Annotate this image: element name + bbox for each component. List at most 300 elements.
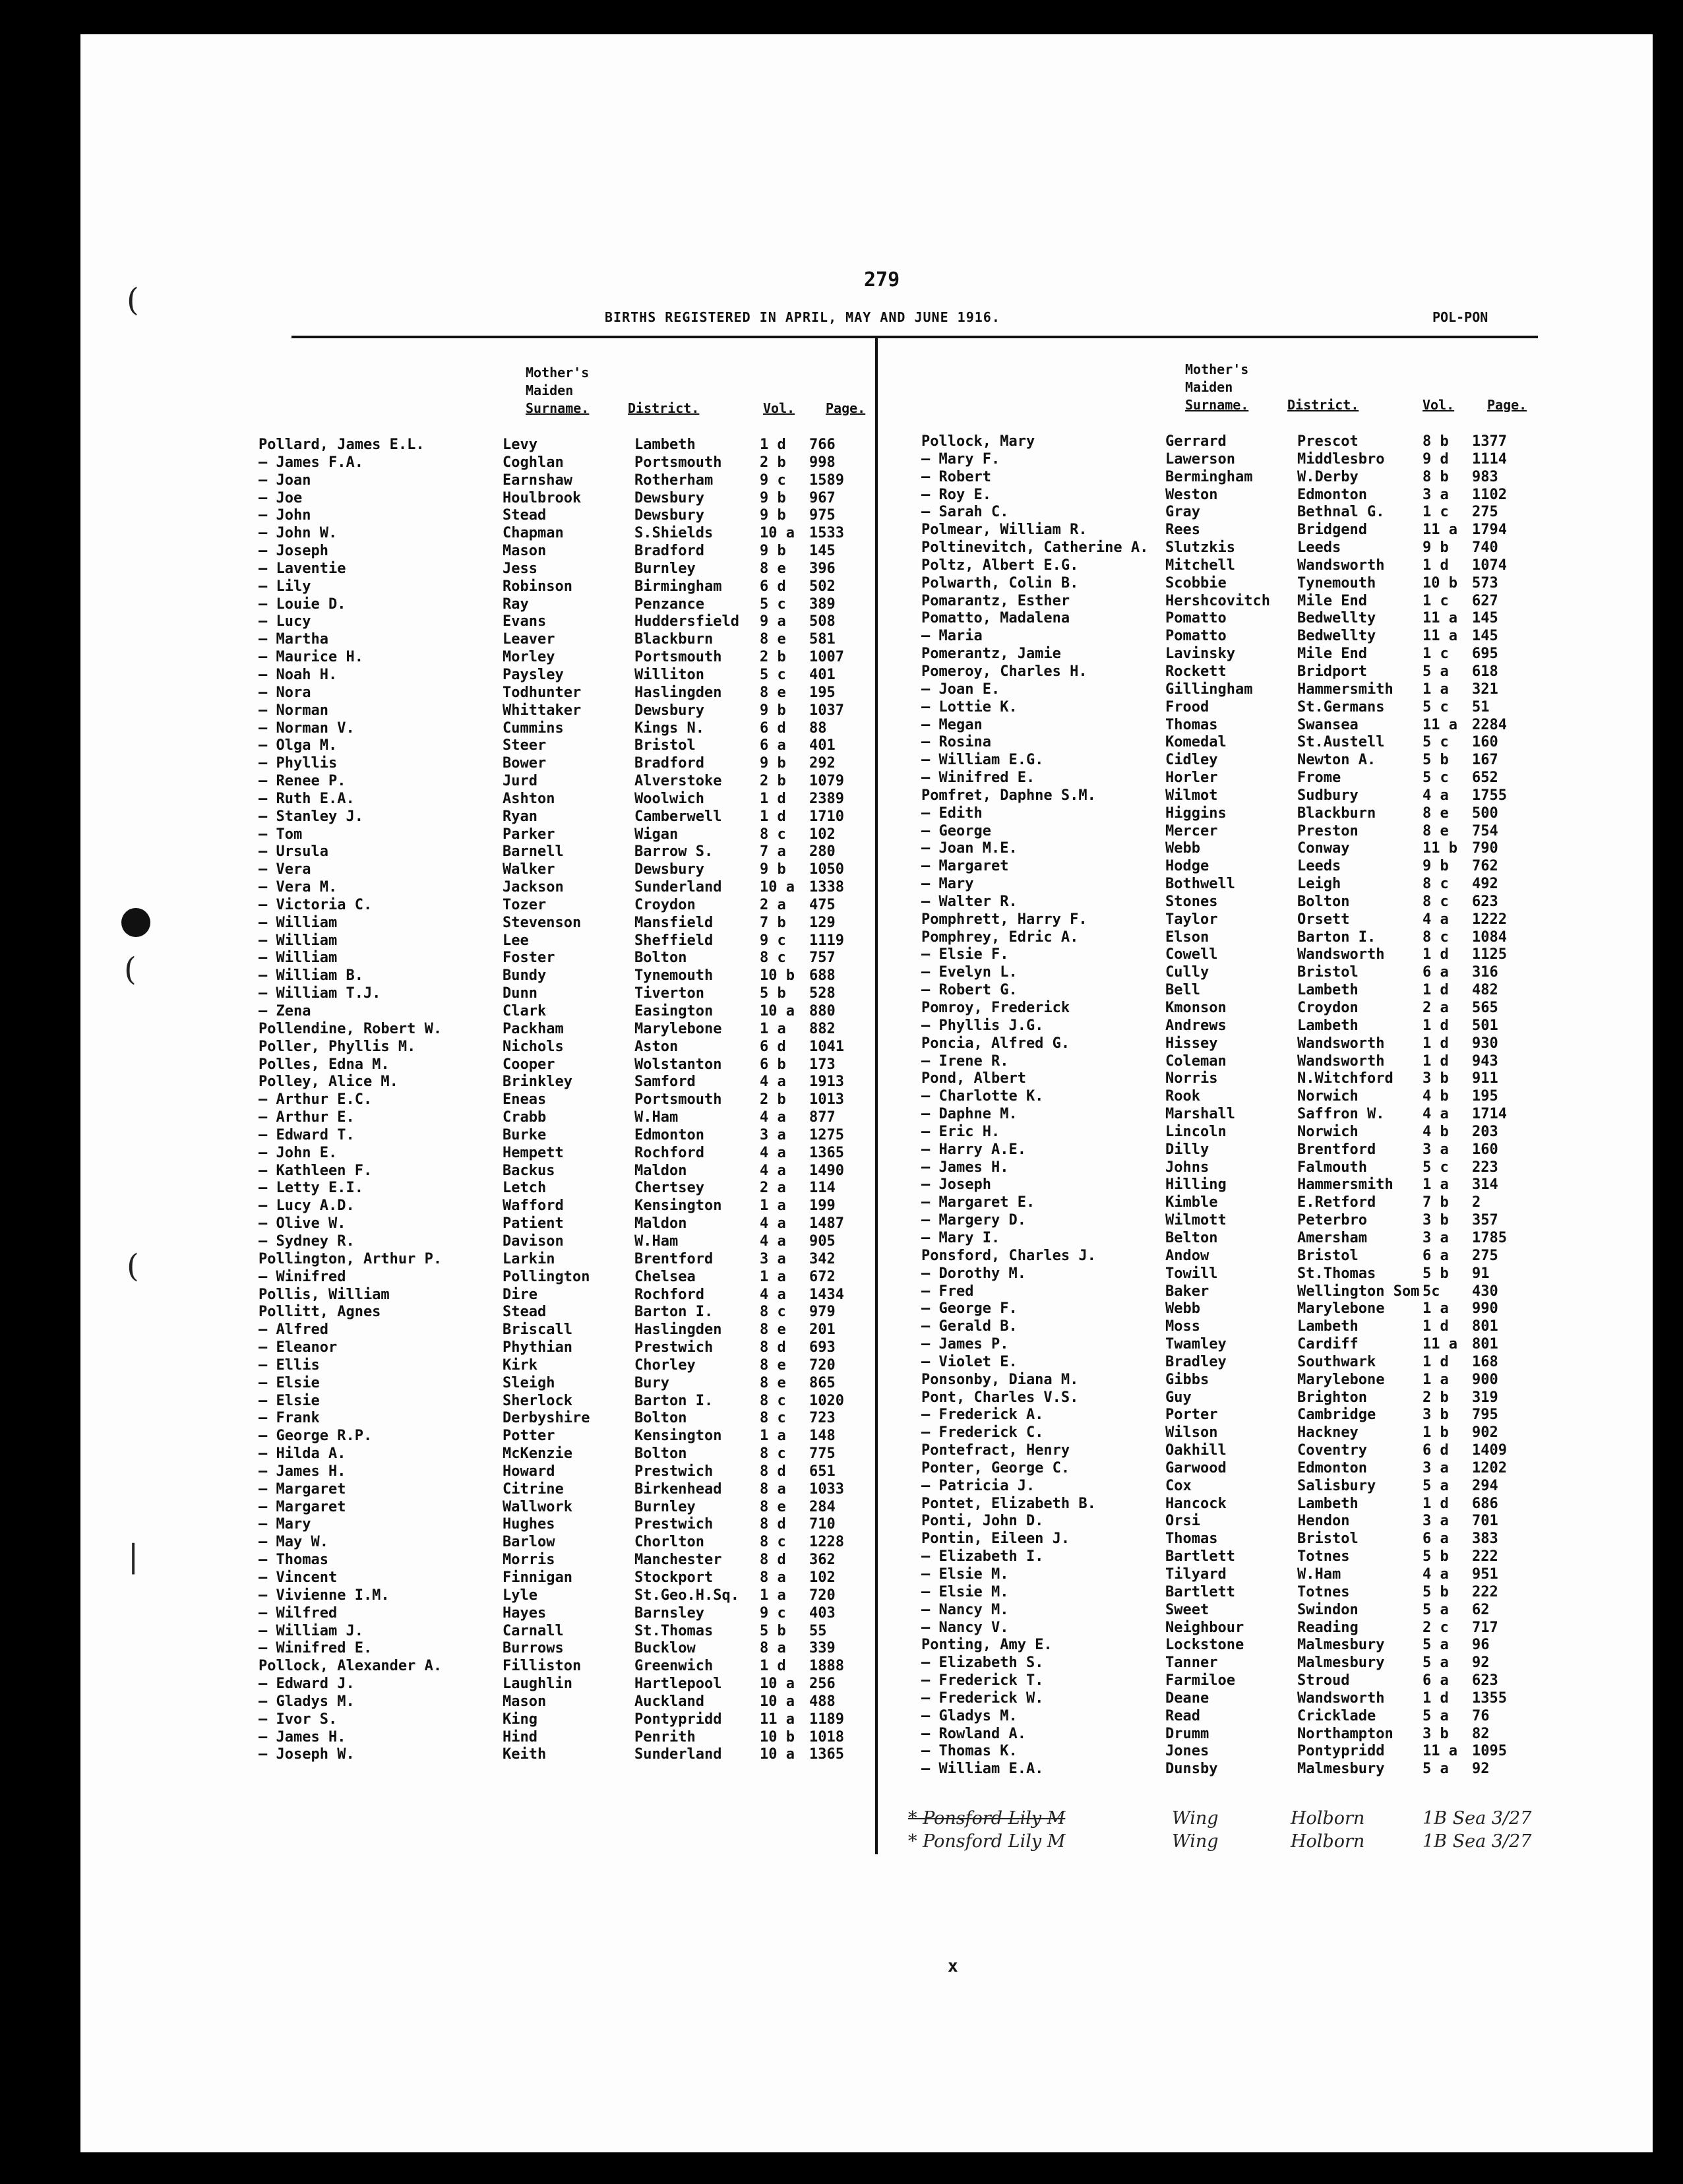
entry-page: 223 — [1472, 1159, 1498, 1176]
entry-volume: 10 a — [760, 1746, 795, 1763]
entry-name: — Elsie M. — [921, 1583, 1009, 1600]
entry-name: — Rosina — [921, 734, 991, 751]
entry-name: — Margaret — [921, 858, 1009, 875]
entry-district: Cardiff — [1297, 1336, 1359, 1353]
entry-name: — Joseph — [921, 1176, 991, 1194]
entry-maiden-surname: Wilmot — [1165, 787, 1218, 804]
entry-volume: 2 b — [760, 454, 786, 471]
entry-volume: 1 d — [1423, 1495, 1449, 1512]
entry-name: — George F. — [921, 1300, 1018, 1318]
entry-name: — Violet E. — [921, 1353, 1018, 1370]
entry-volume: 11 a — [1423, 628, 1457, 645]
entry-maiden-surname: Gillingham — [1165, 681, 1253, 698]
entry-district: Preston — [1297, 822, 1359, 839]
entry-maiden-surname: Barnell — [503, 843, 564, 861]
entry-district: Brighton — [1297, 1389, 1367, 1406]
entry-maiden-surname: Wilmott — [1165, 1212, 1227, 1229]
entry-page: 1125 — [1472, 946, 1507, 963]
entry-name: — Elsie F. — [921, 946, 1009, 963]
entry-volume: 10 a — [760, 1693, 795, 1710]
entry-name: — Margaret — [259, 1480, 346, 1498]
entry-maiden-surname: Tanner — [1165, 1654, 1218, 1672]
entry-district: Barton I. — [634, 1304, 714, 1321]
entry-name: — Tom — [259, 826, 303, 843]
entry-name: — Frederick T. — [921, 1672, 1044, 1689]
entry-name: — Ivor S. — [259, 1711, 338, 1728]
entry-volume: 6 a — [1423, 964, 1449, 981]
entry-page: 686 — [1472, 1495, 1498, 1512]
entry-volume: 11 b — [1423, 840, 1457, 857]
entry-volume: 10 a — [760, 525, 795, 542]
entry-name: — Olga M. — [259, 737, 338, 754]
entry-volume: 1 d — [1423, 557, 1449, 574]
entry-name: Pontet, Elizabeth B. — [921, 1495, 1096, 1512]
entry-name: Pont, Charles V.S. — [921, 1389, 1079, 1406]
entry-district: Dewsbury — [634, 861, 704, 878]
entry-page: 652 — [1472, 770, 1498, 787]
entry-name: — Thomas K. — [921, 1743, 1018, 1760]
entry-maiden-surname: Ashton — [503, 790, 555, 807]
entry-maiden-surname: Rockett — [1165, 663, 1227, 680]
entry-page: 339 — [809, 1640, 836, 1657]
entry-maiden-surname: Cowell — [1165, 946, 1218, 963]
entry-maiden-surname: Filliston — [503, 1658, 582, 1675]
entry-page: 877 — [809, 1109, 836, 1126]
entry-name: — Hilda A. — [259, 1445, 346, 1463]
entry-district: W.Ham — [1297, 1566, 1341, 1583]
entry-page: 623 — [1472, 893, 1498, 910]
entry-name: — Arthur E.C. — [259, 1091, 373, 1108]
entry-name: Pontefract, Henry — [921, 1442, 1070, 1459]
entry-page: 321 — [1472, 681, 1498, 698]
entry-page: 1755 — [1472, 787, 1507, 804]
entry-page: 403 — [809, 1604, 836, 1622]
entry-name: — Edward J. — [259, 1676, 355, 1693]
entry-district: Dewsbury — [634, 702, 704, 719]
entry-name: — Joseph W. — [259, 1746, 355, 1763]
entry-district: Pontypridd — [634, 1711, 722, 1728]
entry-maiden-surname: Pollington — [503, 1268, 590, 1285]
entry-page: 76 — [1472, 1707, 1490, 1724]
entry-name: — William B. — [259, 967, 363, 985]
entry-volume: 6 d — [760, 1038, 786, 1055]
entry-district: Camberwell — [634, 808, 722, 825]
entry-maiden-surname: Steer — [503, 737, 547, 754]
entry-name: — Vera — [259, 861, 311, 878]
vol-header-left: Vol. — [763, 400, 795, 416]
entry-page: 488 — [809, 1693, 836, 1710]
entry-name: Poller, Phyllis M. — [259, 1038, 416, 1055]
entry-district: Frome — [1297, 770, 1341, 787]
entry-maiden-surname: McKenzie — [503, 1445, 572, 1463]
entry-district: Greenwich — [634, 1658, 714, 1675]
entry-page: 720 — [809, 1587, 836, 1604]
entry-page: 723 — [809, 1410, 836, 1427]
maiden-header-line: Surname. — [1185, 397, 1249, 413]
entry-maiden-surname: Briscall — [503, 1321, 572, 1339]
entry-maiden-surname: Houlbrook — [503, 489, 582, 506]
entry-name: — Eleanor — [259, 1339, 338, 1356]
entry-volume: 8 d — [760, 1516, 786, 1533]
entry-district: Bethnal G. — [1297, 504, 1385, 521]
entry-page: 979 — [809, 1304, 836, 1321]
entry-maiden-surname: Norris — [1165, 1070, 1218, 1087]
entry-name: — Mary I. — [921, 1229, 1000, 1246]
entry-name: — James F.A. — [259, 454, 363, 471]
entry-district: Huddersfield — [634, 613, 739, 630]
entry-district: Portsmouth — [634, 454, 722, 471]
entry-district: Conway — [1297, 840, 1350, 857]
entry-page: 342 — [809, 1250, 836, 1267]
entry-name: — Louie D. — [259, 595, 346, 613]
entry-district: Prestwich — [634, 1516, 714, 1533]
entry-district: Burnley — [634, 560, 696, 577]
entry-district: Alverstoke — [634, 773, 722, 790]
entry-name: — James H. — [921, 1159, 1009, 1176]
entry-name: — Lucy A.D. — [259, 1198, 355, 1215]
entry-name: — Robert G. — [921, 982, 1018, 999]
entry-maiden-surname: Webb — [1165, 1300, 1200, 1318]
entry-page: 695 — [1472, 646, 1498, 663]
entry-district: W.Derby — [1297, 468, 1359, 485]
entry-page: 1074 — [1472, 557, 1507, 574]
entry-volume: 1 d — [760, 808, 786, 825]
entry-volume: 1 d — [1423, 1353, 1449, 1370]
entry-volume: 8 e — [760, 684, 786, 701]
entry-volume: 5 b — [1423, 1265, 1449, 1282]
entry-page: 145 — [1472, 628, 1498, 645]
entry-district: Amersham — [1297, 1229, 1367, 1246]
entry-maiden-surname: Rook — [1165, 1088, 1200, 1105]
entry-district: Chorlton — [634, 1534, 704, 1551]
entry-volume: 2 a — [760, 896, 786, 913]
entry-page: 256 — [809, 1676, 836, 1693]
entry-page: 693 — [809, 1339, 836, 1356]
entry-maiden-surname: Kirk — [503, 1356, 537, 1374]
entry-district: Lambeth — [634, 437, 696, 453]
entry-volume: 10 b — [760, 967, 795, 985]
entry-volume: 6 a — [760, 737, 786, 754]
entry-district: Manchester — [634, 1552, 722, 1569]
entry-name: Ponter, George C. — [921, 1459, 1070, 1476]
entry-page: 1079 — [809, 773, 844, 790]
entry-maiden-surname: Citrine — [503, 1480, 564, 1498]
maiden-header-line: Mother's — [1185, 361, 1249, 377]
entry-volume: 5 b — [760, 1622, 786, 1639]
entry-page: 983 — [1472, 468, 1498, 485]
entry-district: Swansea — [1297, 716, 1359, 733]
entry-volume: 6 a — [1423, 1247, 1449, 1264]
entry-maiden-surname: Earnshaw — [503, 471, 572, 489]
entry-page: 880 — [809, 1003, 836, 1019]
entry-page: 757 — [809, 950, 836, 967]
entry-volume: 1 d — [1423, 1017, 1449, 1034]
entry-volume: 4 a — [760, 1109, 786, 1126]
entry-page: 1095 — [1472, 1743, 1507, 1760]
entry-district: Bolton — [634, 950, 687, 967]
entry-page: 1490 — [809, 1162, 844, 1179]
entry-page: 1102 — [1472, 486, 1507, 503]
entry-district: Bridgend — [1297, 522, 1367, 539]
entry-maiden-surname: Stones — [1165, 893, 1218, 910]
entry-name: Pollock, Mary — [921, 433, 1035, 450]
entry-volume: 1 c — [1423, 592, 1449, 609]
entry-maiden-surname: Cox — [1165, 1477, 1192, 1494]
entry-maiden-surname: Hughes — [503, 1516, 555, 1533]
entry-maiden-surname: Morris — [503, 1552, 555, 1569]
entry-maiden-surname: Lavinsky — [1165, 646, 1235, 663]
entry-volume: 8 e — [1423, 822, 1449, 839]
entry-page: 951 — [1472, 1566, 1498, 1583]
entry-name: — Elsie — [259, 1392, 320, 1409]
entry-volume: 9 a — [760, 613, 786, 630]
entry-maiden-surname: Keith — [503, 1746, 547, 1763]
entry-page: 766 — [809, 437, 836, 453]
entry-name: Pond, Albert — [921, 1070, 1026, 1087]
entry-name: Polles, Edna M. — [259, 1056, 390, 1073]
entry-volume: 3 b — [1423, 1212, 1449, 1229]
entry-name: Ponsford, Charles J. — [921, 1247, 1096, 1264]
entry-page: 943 — [1472, 1052, 1498, 1070]
entry-district: Newton A. — [1297, 752, 1376, 769]
entry-page: 1007 — [809, 649, 844, 666]
entry-maiden-surname: Wilson — [1165, 1424, 1218, 1441]
entry-district: Croydon — [634, 896, 696, 913]
entry-volume: 8 c — [760, 1304, 786, 1321]
entry-district: Auckland — [634, 1693, 704, 1710]
page-header-right: Page. — [1487, 397, 1527, 413]
entry-volume: 10 b — [1423, 574, 1457, 592]
entry-district: St.Geo.H.Sq. — [634, 1587, 739, 1604]
entry-volume: 5 c — [760, 595, 786, 613]
entry-page: 114 — [809, 1180, 836, 1197]
entry-page: 62 — [1472, 1601, 1490, 1618]
entry-district: Edmonton — [634, 1126, 704, 1143]
entry-maiden-surname: Jones — [1165, 1743, 1209, 1760]
entry-page: 88 — [809, 719, 827, 737]
entry-page: 1365 — [809, 1746, 844, 1763]
entry-district: Easington — [634, 1003, 714, 1019]
entry-name: — William E.A. — [921, 1761, 1044, 1778]
entry-maiden-surname: Robinson — [503, 578, 572, 595]
entry-volume: 8 c — [760, 1445, 786, 1463]
entry-district: Hendon — [1297, 1513, 1350, 1530]
entry-maiden-surname: Lyle — [503, 1587, 537, 1604]
entry-page: 1365 — [809, 1144, 844, 1161]
entry-page: 900 — [1472, 1371, 1498, 1388]
entry-page: 195 — [809, 684, 836, 701]
entry-volume: 4 a — [1423, 787, 1449, 804]
entry-maiden-surname: Rees — [1165, 522, 1200, 539]
entry-maiden-surname: Eneas — [503, 1091, 547, 1108]
entry-name: — Maria — [921, 628, 983, 645]
entry-name: — Joe — [259, 489, 303, 506]
entry-name: — Patricia J. — [921, 1477, 1035, 1494]
entry-name: — Evelyn L. — [921, 964, 1018, 981]
entry-district: Birmingham — [634, 578, 722, 595]
entry-volume: 7 b — [1423, 1194, 1449, 1211]
entry-page: 1533 — [809, 525, 844, 542]
entry-name: Poltinevitch, Catherine A. — [921, 539, 1149, 557]
entry-volume: 4 a — [760, 1215, 786, 1232]
entry-page: 145 — [809, 543, 836, 560]
entry-page: 173 — [809, 1056, 836, 1073]
entry-name: — Elizabeth I. — [921, 1548, 1044, 1565]
entry-page: 1434 — [809, 1286, 844, 1303]
entry-page: 1355 — [1472, 1689, 1507, 1707]
entry-name: — Charlotte K. — [921, 1088, 1044, 1105]
entry-maiden-surname: Wallwork — [503, 1498, 572, 1515]
entry-name: — Edward T. — [259, 1126, 355, 1143]
entry-page: 280 — [809, 843, 836, 861]
entry-maiden-surname: Dilly — [1165, 1141, 1209, 1158]
maiden-header-left — [526, 364, 589, 417]
entry-page: 502 — [809, 578, 836, 595]
page-number: 279 — [864, 268, 900, 291]
entry-maiden-surname: Slutzkis — [1165, 539, 1235, 557]
entry-district: Salisbury — [1297, 1477, 1376, 1494]
entry-page: 1041 — [809, 1038, 844, 1055]
entry-name: — Thomas — [259, 1552, 328, 1569]
entry-maiden-surname: Drumm — [1165, 1725, 1209, 1742]
entry-name: — William T.J. — [259, 985, 381, 1002]
footer-mark: x — [948, 1957, 958, 1976]
margin-mark: ( — [127, 282, 139, 318]
entry-name: — George — [921, 822, 991, 839]
entry-page: 1710 — [809, 808, 844, 825]
entry-name: — Roy E. — [921, 486, 991, 503]
entry-name: — Ursula — [259, 843, 328, 861]
entry-maiden-surname: Stevenson — [503, 914, 582, 931]
entry-maiden-surname: Hershcovitch — [1165, 592, 1270, 609]
entry-name: — Nancy M. — [921, 1601, 1009, 1618]
entry-maiden-surname: Farmiloe — [1165, 1672, 1235, 1689]
entry-name: — Nancy V. — [921, 1619, 1009, 1636]
entry-district: Wandsworth — [1297, 1035, 1385, 1052]
entry-page: 990 — [1472, 1300, 1498, 1318]
entry-page: 96 — [1472, 1637, 1490, 1654]
entry-volume: 10 a — [760, 1676, 795, 1693]
entry-name: — Margaret — [259, 1498, 346, 1515]
entry-page: 930 — [1472, 1035, 1498, 1052]
entry-volume: 1 a — [760, 1198, 786, 1215]
entry-maiden-surname: Moss — [1165, 1318, 1200, 1335]
entry-volume: 3 a — [1423, 1229, 1449, 1246]
entry-page: 717 — [1472, 1619, 1498, 1636]
entry-district: Wellington Som — [1297, 1283, 1420, 1300]
entry-page: 618 — [1472, 663, 1498, 680]
entry-volume: 1 c — [1423, 504, 1449, 521]
entry-district: Wandsworth — [1297, 557, 1385, 574]
entry-page: 383 — [1472, 1531, 1498, 1548]
entry-district: Rochford — [634, 1144, 704, 1161]
entry-name: Poncia, Alfred G. — [921, 1035, 1070, 1052]
entry-district: Sunderland — [634, 879, 722, 896]
entry-page: 401 — [809, 666, 836, 683]
entry-district: Kensington — [634, 1198, 722, 1215]
entry-page: 168 — [1472, 1353, 1498, 1370]
entry-volume: 8 c — [760, 1534, 786, 1551]
entry-maiden-surname: Deane — [1165, 1689, 1209, 1707]
entry-volume: 1 a — [1423, 681, 1449, 698]
entry-name: — Frederick W. — [921, 1689, 1044, 1707]
entry-name: — William J. — [259, 1622, 363, 1639]
entry-volume: 9 c — [760, 1604, 786, 1622]
entry-maiden-surname: Burrows — [503, 1640, 564, 1657]
entry-volume: 8 e — [760, 1356, 786, 1374]
entry-maiden-surname: Kimble — [1165, 1194, 1218, 1211]
entry-page: 865 — [809, 1374, 836, 1391]
entry-maiden-surname: Tozer — [503, 896, 547, 913]
entry-name: — Harry A.E. — [921, 1141, 1026, 1158]
entry-district: Wandsworth — [1297, 1689, 1385, 1707]
entry-volume: 5 b — [1423, 1583, 1449, 1600]
handwritten-name: * Ponsford Lily M — [908, 1831, 1066, 1852]
entry-name: Polmear, William R. — [921, 522, 1087, 539]
entry-name: — Laventie — [259, 560, 346, 577]
entry-maiden-surname: Bradley — [1165, 1353, 1227, 1370]
entry-maiden-surname: Letch — [503, 1180, 547, 1197]
entry-volume: 8 b — [1423, 433, 1449, 450]
entry-page: 573 — [1472, 574, 1498, 592]
entry-district: Portsmouth — [634, 1091, 722, 1108]
entry-district: Bedwellty — [1297, 610, 1376, 627]
entry-district: Kensington — [634, 1428, 722, 1445]
entry-maiden-surname: Jurd — [503, 773, 537, 790]
entry-volume: 6 d — [760, 578, 786, 595]
entry-page: 501 — [1472, 1017, 1498, 1034]
entry-district: Totnes — [1297, 1583, 1350, 1600]
entry-page: 1338 — [809, 879, 844, 896]
entry-maiden-surname: Garwood — [1165, 1459, 1227, 1476]
entry-maiden-surname: Lockstone — [1165, 1637, 1244, 1654]
entry-district: Tynemouth — [1297, 574, 1376, 592]
entry-name: — Dorothy M. — [921, 1265, 1026, 1282]
entry-district: Hackney — [1297, 1424, 1359, 1441]
entry-name: — Irene R. — [921, 1052, 1009, 1070]
entry-page: 720 — [809, 1356, 836, 1374]
entry-district: Tiverton — [634, 985, 704, 1002]
entry-volume: 1 a — [760, 1587, 786, 1604]
entry-maiden-surname: Andow — [1165, 1247, 1209, 1264]
entry-name: — William — [259, 932, 338, 949]
entry-name: — John E. — [259, 1144, 338, 1161]
entry-maiden-surname: Mitchell — [1165, 557, 1235, 574]
entry-page: 902 — [1472, 1424, 1498, 1441]
entry-name: — Zena — [259, 1003, 311, 1019]
entry-name: — Kathleen F. — [259, 1162, 373, 1179]
entry-name: Polwarth, Colin B. — [921, 574, 1079, 592]
entry-name: — Elsie M. — [921, 1566, 1009, 1583]
entry-volume: 8 e — [760, 1374, 786, 1391]
entry-district: Burnley — [634, 1498, 696, 1515]
entry-maiden-surname: Mason — [503, 543, 547, 560]
entry-name: — Gladys M. — [921, 1707, 1018, 1724]
entry-name: — Elsie — [259, 1374, 320, 1391]
entry-page: 92 — [1472, 1761, 1490, 1778]
entry-page: 1050 — [809, 861, 844, 878]
entry-volume: 2 a — [1423, 1000, 1449, 1016]
entry-maiden-surname: Sleigh — [503, 1374, 555, 1391]
entry-maiden-surname: Davison — [503, 1232, 564, 1250]
entry-name: — Vincent — [259, 1569, 338, 1586]
entry-maiden-surname: Burke — [503, 1126, 547, 1143]
entry-district: Leeds — [1297, 858, 1341, 875]
entry-volume: 5 c — [1423, 1159, 1449, 1176]
handwritten-maiden: Wing — [1172, 1808, 1219, 1829]
entry-volume: 9 b — [760, 702, 786, 719]
entry-maiden-surname: Coghlan — [503, 454, 564, 471]
